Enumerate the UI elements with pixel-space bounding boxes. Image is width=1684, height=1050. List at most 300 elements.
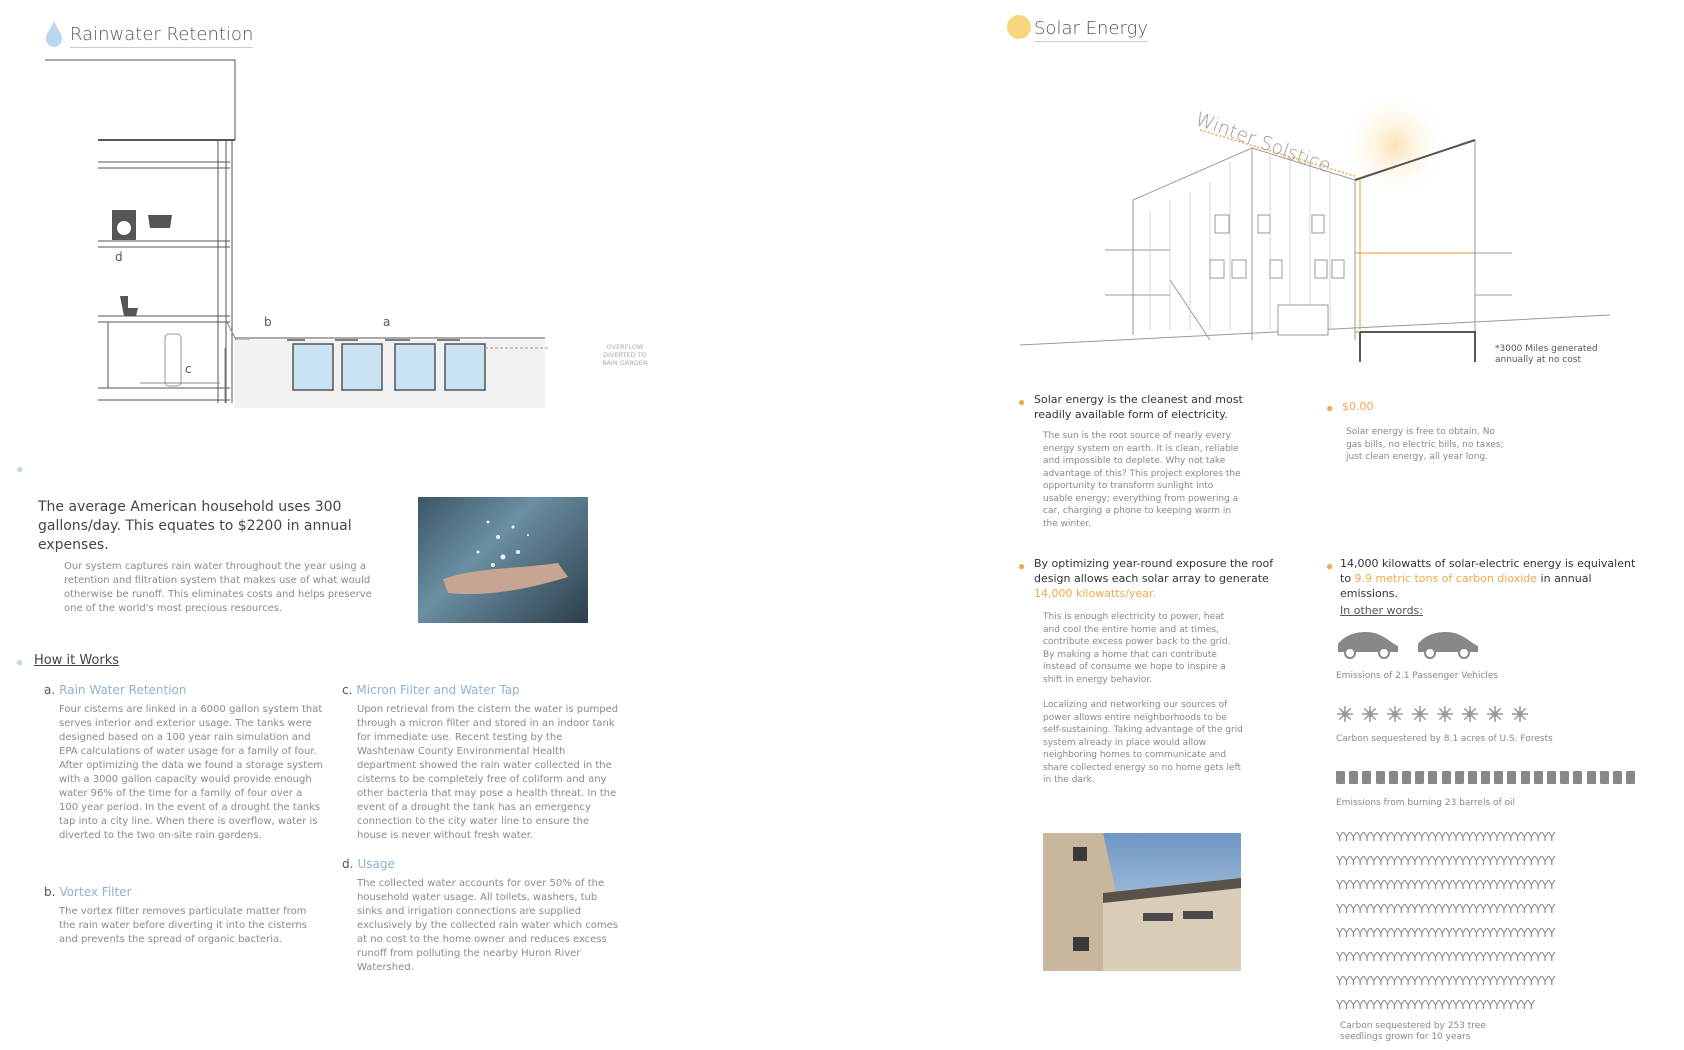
tree-seedling-icon: Y [1472,902,1480,916]
barrel-icon [1349,771,1358,784]
tree-seedling-icon: Y [1431,830,1439,844]
tree-seedling-icon: Y [1363,854,1371,868]
tree-seedling-icon: Y [1479,902,1487,916]
tree-seedling-icon: Y [1507,830,1514,844]
tree-seedling-icon: Y [1445,950,1453,964]
tree-seedling-icon: Y [1486,830,1494,844]
tree-seedling-icon: Y [1500,950,1508,964]
tree-seedling-icon: Y [1534,854,1542,868]
tree-seedling-icon: Y [1383,902,1391,916]
rainwater-diagram [40,58,660,428]
tree-seedling-icon: Y [1349,854,1357,868]
tree-seedling-icon: Y [1342,998,1350,1012]
tree-seedling-icon: Y [1431,926,1439,940]
item-d-letter: d. [342,857,354,871]
tree-seedling-icon: Y [1459,998,1467,1012]
tree-seedling-icon: Y [1342,902,1350,916]
tree-seedling-icon: Y [1411,854,1419,868]
tree-seedling-icon: Y [1548,974,1555,988]
solar-p1-lead: Solar energy is the cleanest and most readily available form of electricity. [1034,393,1243,421]
item-b-letter: b. [44,885,56,899]
tree-seedling-icon: Y [1390,998,1398,1012]
tree-seedling-icon: Y [1424,950,1432,964]
tree-seedling-icon: Y [1445,974,1453,988]
tree-seedling-icon: Y [1507,854,1514,868]
tree-seedling-icon: Y [1418,998,1425,1012]
tree-seedling-icon: Y [1534,830,1542,844]
tree-seedling-icon: Y [1466,950,1473,964]
solar-p2-highlight: 14,000 kilowatts/year. [1034,587,1157,600]
tree-seedling-icon: Y [1527,950,1535,964]
item-b-title: Vortex Filter [59,885,132,899]
tree-seedling-icon: Y [1424,926,1432,940]
forest-icon [1511,705,1529,723]
barrel-icon [1613,771,1622,784]
forest-icon [1336,705,1354,723]
tree-seedling-icon: Y [1493,974,1501,988]
tree-seedling-icon: Y [1377,974,1384,988]
house-exterior-photo [1043,833,1241,971]
tree-seedling-icon: Y [1445,998,1453,1012]
diagram-label-d: d [115,250,123,264]
tree-seedling-icon: Y [1452,926,1460,940]
solar-p3-lead-b: in annual emissions. [1340,572,1592,600]
item-c-title: Micron Filter and Water Tap [356,683,520,697]
tree-seedling-icon: Y [1500,902,1508,916]
tree-seedling-icon: Y [1377,902,1384,916]
tree-seedling-icon: Y [1418,902,1425,916]
tree-seedling-icon: Y [1459,950,1467,964]
tree-seedling-icon: Y [1472,830,1480,844]
tree-seedling-icon: Y [1383,830,1391,844]
tree-seedling-icon: Y [1500,878,1508,892]
tree-seedling-icon: Y [1342,974,1350,988]
tree-seedling-icon: Y [1513,830,1521,844]
tree-seedling-icon: Y [1472,998,1480,1012]
tree-seedling-icon: Y [1507,950,1514,964]
solar-p2-lead-text: By optimizing year-round exposure the roof design allows each solar array to generate [1034,557,1274,585]
how-bullet: ● [16,655,24,669]
rain-title: Rainwater Retention [70,24,253,48]
tree-seedling-icon: Y [1336,974,1343,988]
tree-seedling-icon: Y [1527,926,1535,940]
barrel-icon [1494,771,1503,784]
tree-seedling-icon: Y [1370,902,1378,916]
barrel-icon [1626,771,1635,784]
tree-seedling-icon: Y [1520,998,1528,1012]
house-section-drawing [1020,100,1610,370]
tree-seedling-icon: Y [1356,902,1364,916]
solar-p3-bullet: ● [1326,559,1334,573]
barrel-icon [1521,771,1530,784]
tree-seedling-icon: Y [1370,830,1378,844]
tree-seedling-icon: Y [1336,854,1343,868]
tree-seedling-icon: Y [1404,830,1412,844]
solar-p3-highlight: 9.9 metric tons of carbon dioxide [1354,572,1538,585]
item-c-body: Upon retrieval from the cistern the water is pumped through a micron filter and stored in an indoor tank for immediate use. Recent testing by the Washtenaw County Environmental Health department showed the rain water collected in the cisterns to be completely free of coliform and any other bacteria that may pose a health threat. In the event of a drought the tank has an emergency connection to the city water line to ensure the house is never without fresh water. [357,704,619,841]
rain-hand-photo [418,497,588,623]
tree-seedling-icon: Y [1527,998,1535,1012]
tree-seedling-icon: Y [1397,950,1405,964]
tree-seedling-icon: Y [1520,926,1528,940]
tree-seedling-icon: Y [1541,830,1549,844]
tree-seedling-icon: Y [1513,878,1521,892]
tree-seedling-icon: Y [1431,878,1439,892]
tree-seedling-icon: Y [1349,974,1357,988]
tree-seedling-icon: Y [1479,926,1487,940]
tree-seedling-icon: Y [1377,854,1384,868]
barrel-icon [1560,771,1569,784]
tree-seedling-icon: Y [1424,878,1432,892]
tree-seedling-icon: Y [1486,998,1494,1012]
tree-seedling-icon: Y [1336,950,1343,964]
tree-row [1336,830,1676,854]
tree-seedling-icon: Y [1377,926,1384,940]
tree-seedling-icon: Y [1548,950,1555,964]
tree-seedling-icon: Y [1397,926,1405,940]
tree-seedling-icon: Y [1390,950,1398,964]
barrel-icon [1468,771,1477,784]
tree-seedling-icon: Y [1424,974,1432,988]
tree-seedling-icon: Y [1356,830,1364,844]
item-d [342,855,622,975]
tree-seedling-icon: Y [1438,830,1446,844]
tree-seedling-icon: Y [1507,998,1514,1012]
barrel-icon [1415,771,1424,784]
item-b [44,883,324,947]
tree-seedling-icon: Y [1356,998,1364,1012]
tree-seedling-icon: Y [1466,998,1473,1012]
tree-seedling-icon: Y [1527,974,1535,988]
tree-seedling-icon: Y [1500,926,1508,940]
tree-row [1336,998,1676,1022]
barrel-icon [1389,771,1398,784]
tree-seedling-icon: Y [1466,974,1473,988]
tree-seedling-icon: Y [1479,878,1487,892]
tree-seedling-icon: Y [1500,974,1508,988]
barrel-icon [1573,771,1582,784]
tree-seedling-icon: Y [1383,926,1391,940]
tree-row [1336,854,1676,878]
tree-seedling-icon: Y [1363,878,1371,892]
tree-seedling-icon: Y [1383,950,1391,964]
tree-seedling-icon: Y [1493,878,1501,892]
tree-seedling-icon: Y [1534,974,1542,988]
tree-seedling-icon: Y [1356,950,1364,964]
tree-seedling-icon: Y [1513,926,1521,940]
barrel-icon [1362,771,1371,784]
tree-seedling-icon: Y [1404,854,1412,868]
tree-seedling-icon: Y [1479,950,1487,964]
tree-seedling-icon: Y [1472,878,1480,892]
tree-seedling-icons [1336,830,1676,1022]
tree-seedling-icon: Y [1370,950,1378,964]
tree-seedling-icon: Y [1424,854,1432,868]
forest-icon [1386,705,1404,723]
tree-seedling-icon: Y [1438,998,1446,1012]
tree-seedling-icon: Y [1541,854,1549,868]
tree-seedling-icon: Y [1445,878,1453,892]
tree-seedling-icon: Y [1342,878,1350,892]
tree-seedling-icon: Y [1520,854,1528,868]
tree-seedling-icon: Y [1397,878,1405,892]
forest-icon [1436,705,1454,723]
tree-seedling-icon: Y [1438,950,1446,964]
car-icons [1336,628,1486,660]
barrel-icon [1336,771,1345,784]
barrel-icon [1547,771,1556,784]
tree-seedling-icon: Y [1349,998,1357,1012]
item-a [44,681,324,843]
water-drop-icon [44,20,64,48]
tree-seedling-icon: Y [1500,854,1508,868]
tree-seedling-icon: Y [1486,974,1494,988]
tree-seedling-icon: Y [1548,854,1555,868]
barrel-icon [1481,771,1490,784]
barrel-icon [1376,771,1385,784]
solar-p2-body2: Localizing and networking our sources of power allows entire neighborhoods to be self-sustaining. Taking advantage of the grid system already in place would allow neighboring homes to communicate and share collected energy so no home gets left in the dark. [1043,700,1243,785]
tree-seedling-icon: Y [1349,878,1357,892]
tree-seedling-icon: Y [1507,974,1514,988]
rain-lead-bullet: ● [16,462,24,476]
tree-seedling-icon: Y [1541,974,1549,988]
in-other-words: In other words: [1340,604,1423,617]
tree-seedling-icon: Y [1452,878,1460,892]
tree-seedling-icon: Y [1534,902,1542,916]
tree-seedling-icon: Y [1534,926,1542,940]
tree-seedling-icon: Y [1377,950,1384,964]
tree-seedling-icon: Y [1390,878,1398,892]
tree-seedling-icon: Y [1356,878,1364,892]
tree-seedling-icon: Y [1500,998,1508,1012]
tree-seedling-icon: Y [1466,878,1473,892]
solar-p1-body: The sun is the root source of nearly every energy system on earth. It is clean, reliable and impossible to deplete. Why not take advantage of this? This project explores the opportunity to transform sunlight into usable energy; everything from powering a car, charging a phone to keeping warm in the winter. [1043,431,1241,529]
solar-cost-body: Solar energy is free to obtain. No gas bills, no electric bills, no taxes; just clean energy, all year long. [1346,427,1504,462]
tree-seedling-icon: Y [1466,830,1473,844]
tree-seedling-icon: Y [1424,902,1432,916]
tree-seedling-icon: Y [1363,926,1371,940]
tree-seedling-icon: Y [1404,974,1412,988]
tree-seedling-icon: Y [1486,950,1494,964]
tree-seedling-icon: Y [1527,878,1535,892]
tree-seedling-icon: Y [1390,974,1398,988]
tree-seedling-icon: Y [1349,830,1357,844]
tree-seedling-icon: Y [1452,998,1460,1012]
tree-seedling-icon: Y [1479,830,1487,844]
tree-seedling-icon: Y [1370,974,1378,988]
tree-seedling-icon: Y [1459,902,1467,916]
solar-p1-bullet: ● [1018,395,1026,409]
solar-house-diagram [1020,100,1610,370]
overflow-note: OVERFLOW DIVERTED TO RAIN GARDEN [602,343,648,367]
tree-seedling-icon: Y [1411,998,1419,1012]
tree-seedling-icon: Y [1383,998,1391,1012]
tree-seedling-icon: Y [1438,854,1446,868]
tree-seedling-icon: Y [1397,830,1405,844]
tree-seedling-icon: Y [1411,830,1419,844]
tree-seedling-icon: Y [1466,854,1473,868]
tree-seedling-icon: Y [1479,998,1487,1012]
tree-seedling-icon: Y [1479,974,1487,988]
tree-seedling-icon: Y [1486,878,1494,892]
tree-seedling-icon: Y [1541,926,1549,940]
tree-seedling-icon: Y [1370,878,1378,892]
tree-seedling-icon: Y [1507,878,1514,892]
tree-seedling-icon: Y [1390,926,1398,940]
tree-seedling-icon: Y [1527,902,1535,916]
tree-seedling-icon: Y [1493,950,1501,964]
diagram-label-b: b [264,315,272,329]
item-b-body: The vortex filter removes particulate matter from the rain water before diverting it into the cisterns and prevents the spread of organic bacteria. [59,906,307,945]
tree-seedling-icon: Y [1493,854,1501,868]
tree-seedling-icon: Y [1541,878,1549,892]
tree-seedling-icon: Y [1459,926,1467,940]
diagram-label-a: a [383,315,391,329]
tree-seedling-icon: Y [1404,950,1412,964]
tree-seedling-icon: Y [1411,902,1419,916]
tree-seedling-icon: Y [1459,878,1467,892]
tree-seedling-icon: Y [1472,926,1480,940]
tree-seedling-icon: Y [1336,998,1343,1012]
tree-seedling-icon: Y [1418,878,1425,892]
tree-seedling-icon: Y [1418,926,1425,940]
sun-icon [1006,14,1032,40]
tree-seedling-icon: Y [1404,998,1412,1012]
tree-seedling-icon: Y [1349,926,1357,940]
solar-p2-bullet: ● [1018,559,1026,573]
tree-seedling-icon: Y [1507,926,1514,940]
tree-seedling-icon: Y [1431,854,1439,868]
tree-seedling-icon: Y [1342,926,1350,940]
item-d-body: The collected water accounts for over 50% of the household water usage. All toilets, washers, tub sinks and irrigation connections are supplied exclusively by the collected rain water which comes at no cost to the home owner and reduces excess runoff from polluting the nearby Huron River Watershed. [357,878,618,973]
tree-row [1336,902,1676,926]
tree-seedling-icon: Y [1370,998,1378,1012]
cap-trees: Carbon sequestered by 253 tree seedlings grown for 10 years [1340,1021,1486,1042]
tree-seedling-icon: Y [1438,878,1446,892]
tree-seedling-icon: Y [1431,902,1439,916]
barrel-icon [1428,771,1437,784]
tree-seedling-icon: Y [1548,902,1555,916]
item-c [342,681,622,843]
forest-icon [1411,705,1429,723]
solar-cost-bullet: ● [1326,401,1334,415]
tree-seedling-icon: Y [1356,974,1364,988]
item-a-body: Four cisterns are linked in a 6000 gallon system that serves interior and exterior usage. The tanks were designed based on a 100 year rain simulation and EPA calculations of water usage for a family of four. After optimizing the data we found a storage system with a 3000 gallon capacity would provide enough water 96% of the time for a family of four over a 100 year period. In the event of a drought the tanks tap into a city line. When there is overflow, water is diverted to the two on-site rain gardens. [59,704,324,841]
tree-seedling-icon: Y [1520,950,1528,964]
tree-seedling-icon: Y [1397,974,1405,988]
barrel-icon [1507,771,1516,784]
tree-seedling-icon: Y [1411,926,1419,940]
tree-seedling-icon: Y [1418,854,1425,868]
tree-seedling-icon: Y [1466,926,1473,940]
tree-seedling-icon: Y [1336,830,1343,844]
tree-seedling-icon: Y [1404,902,1412,916]
tree-seedling-icon: Y [1397,902,1405,916]
tree-seedling-icon: Y [1452,830,1460,844]
forest-icons [1336,705,1536,728]
barrel-icon [1402,771,1411,784]
cap-barrels: Emissions from burning 23 barrels of oil [1336,798,1516,808]
tree-seedling-icon: Y [1452,902,1460,916]
tree-seedling-icon: Y [1342,950,1350,964]
barrel-icons [1336,771,1639,789]
tree-seedling-icon: Y [1452,974,1460,988]
tree-seedling-icon: Y [1411,950,1419,964]
tree-seedling-icon: Y [1548,830,1555,844]
tree-seedling-icon: Y [1445,830,1453,844]
tree-seedling-icon: Y [1438,974,1446,988]
forest-icon [1361,705,1379,723]
tree-seedling-icon: Y [1431,950,1439,964]
tree-seedling-icon: Y [1493,926,1501,940]
tree-seedling-icon: Y [1363,830,1371,844]
rain-lead: The average American household uses 300 gallons/day. This equates to $2200 in annual expenses. [38,499,352,553]
tree-seedling-icon: Y [1370,926,1378,940]
tree-seedling-icon: Y [1527,854,1535,868]
tree-seedling-icon: Y [1486,926,1494,940]
tree-seedling-icon: Y [1513,998,1521,1012]
tree-seedling-icon: Y [1466,902,1473,916]
tree-seedling-icon: Y [1356,926,1364,940]
tree-seedling-icon: Y [1520,830,1528,844]
tree-seedling-icon: Y [1445,902,1453,916]
cap-vehicles: Emissions of 2.1 Passenger Vehicles [1336,671,1499,681]
house-facade-graphic [1043,833,1241,971]
solar-p3-lead-a: 14,000 kilowatts of solar-electric energy is equivalent to [1340,557,1636,585]
tree-row [1336,974,1676,998]
miles-note: *3000 Miles generated annually at no cost [1495,344,1598,365]
tree-seedling-icon: Y [1452,854,1460,868]
water-splash-graphic [418,497,588,623]
tree-row [1336,878,1676,902]
cap-forests: Carbon sequestered by 8.1 acres of U.S. Forests [1336,734,1553,744]
rain-lead-body: Our system captures rain water throughout the year using a retention and filtration system that makes use of what would otherwise be runoff. This eliminates costs and helps preserve one of the world's most precious resources. [64,561,372,614]
tree-seedling-icon: Y [1383,854,1391,868]
tree-seedling-icon: Y [1507,902,1514,916]
barrel-icon [1534,771,1543,784]
tree-seedling-icon: Y [1438,926,1446,940]
tree-seedling-icon: Y [1520,974,1528,988]
tree-seedling-icon: Y [1445,854,1453,868]
tree-seedling-icon: Y [1459,854,1467,868]
tree-seedling-icon: Y [1472,950,1480,964]
diagram-label-c: c [185,362,192,376]
tree-seedling-icon: Y [1383,974,1391,988]
tree-seedling-icon: Y [1363,950,1371,964]
tree-seedling-icon: Y [1377,878,1384,892]
tree-seedling-icon: Y [1356,854,1364,868]
item-d-title: Usage [357,857,395,871]
tree-seedling-icon: Y [1479,854,1487,868]
tree-seedling-icon: Y [1383,878,1391,892]
tree-seedling-icon: Y [1424,830,1432,844]
tree-seedling-icon: Y [1377,998,1384,1012]
vehicles-icons [1336,628,1486,665]
solar-title: Solar Energy [1034,18,1148,42]
tree-seedling-icon: Y [1493,830,1501,844]
tree-seedling-icon: Y [1438,902,1446,916]
tree-seedling-icon: Y [1520,902,1528,916]
tree-seedling-icon: Y [1336,902,1343,916]
tree-seedling-icon: Y [1377,830,1384,844]
tree-seedling-icon: Y [1527,830,1535,844]
tree-seedling-icon: Y [1424,998,1432,1012]
tree-seedling-icon: Y [1472,854,1480,868]
tree-seedling-icon: Y [1390,830,1398,844]
tree-seedling-icon: Y [1548,878,1555,892]
item-c-letter: c. [342,683,353,697]
tree-seedling-icon: Y [1452,950,1460,964]
